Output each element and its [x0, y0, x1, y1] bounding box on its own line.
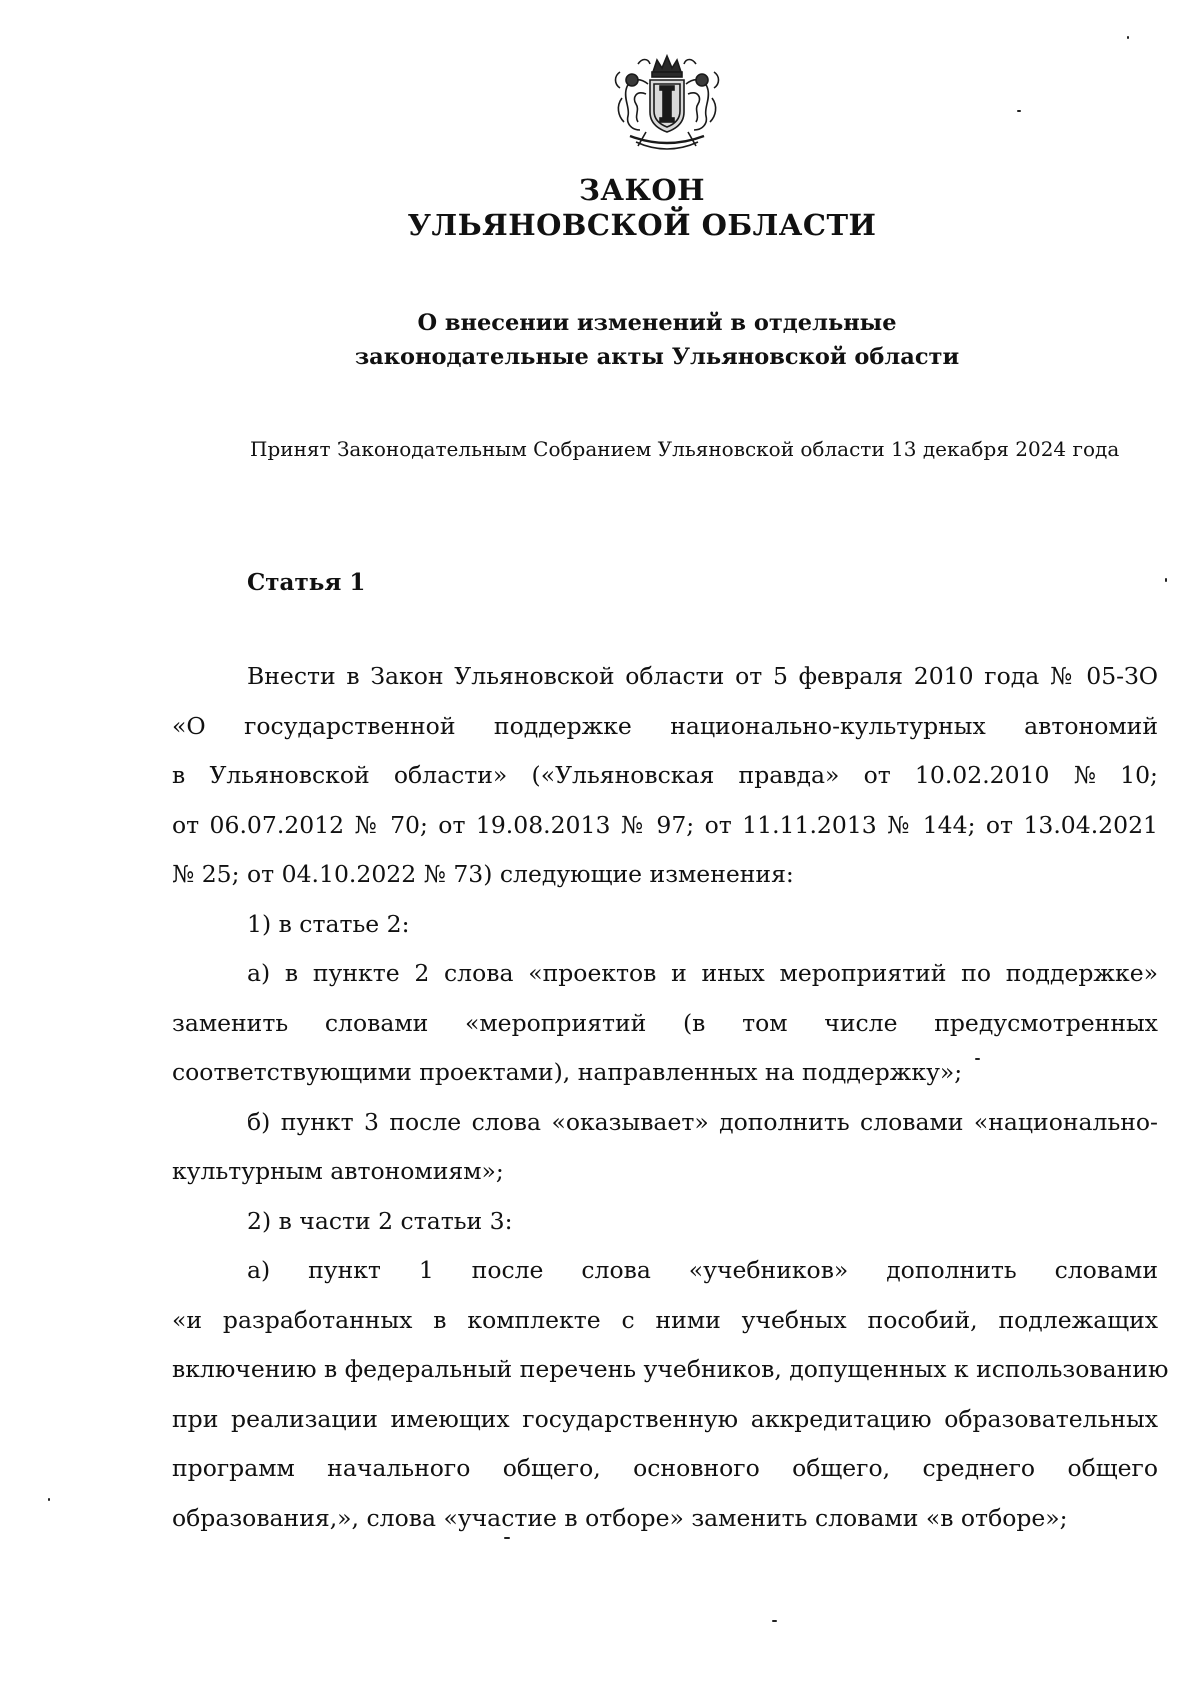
item-1a-line-2: заменить словами «мероприятий (в том числе предусмотренных	[172, 1008, 1158, 1037]
scan-speck	[1165, 578, 1167, 582]
scan-speck	[772, 1620, 777, 1622]
item-2a-line-3: включению в федеральный перечень учебников, допущенных к использованию	[172, 1355, 1169, 1383]
law-title-line2: УЛЬЯНОВСКОЙ ОБЛАСТИ	[407, 208, 877, 242]
item-1: 1) в статье 2:	[247, 909, 410, 938]
item-1a-line-3: соответствующими проектами), направленных на поддержку»;	[172, 1058, 963, 1086]
item-2a-paragraph	[172, 1246, 1169, 1543]
scan-speck	[1017, 110, 1021, 112]
adoption-statement: Принят Законодательным Собранием Ульяновской области 13 декабря 2024 года	[250, 437, 1120, 461]
law-subject-line2: законодательные акты Ульяновской области	[354, 344, 960, 370]
item-1b-paragraph	[172, 1098, 1158, 1197]
item-1a-line-1: а) в пункте 2 слова «проектов и иных мероприятий по поддержке»	[247, 959, 1158, 987]
scan-speck	[1127, 36, 1129, 39]
law-subject-line1: О внесении изменений в отдельные	[417, 310, 897, 336]
item-2a-line-1: а) пункт 1 после слова «учебников» дополнить словами	[247, 1256, 1158, 1284]
intro-paragraph	[172, 652, 1158, 900]
article-body	[172, 652, 1169, 1543]
law-title-line1: ЗАКОН	[578, 173, 706, 207]
item-2: 2) в части 2 статьи 3:	[247, 1206, 513, 1235]
intro-line-1: Внести в Закон Ульяновской области от 5 февраля 2010 года № 05-ЗО	[247, 662, 1158, 690]
item-2a-line-5: программ начального общего, основного общего, среднего общего	[172, 1454, 1158, 1482]
intro-line-3: в Ульяновской области» («Ульяновская правда» от 10.02.2010 № 10;	[172, 761, 1158, 789]
intro-line-2: «О государственной поддержке национально-культурных автономий	[172, 711, 1158, 740]
item-2a-line-2: «и разработанных в комплекте с ними учебных пособий, подлежащих	[172, 1305, 1158, 1334]
item-2a-line-6: образования,», слова «участие в отборе» заменить словами «в отборе»;	[172, 1503, 1068, 1532]
scan-speck	[975, 1058, 980, 1060]
item-1b-line-1: б) пункт 3 после слова «оказывает» дополнить словами «национально-	[247, 1107, 1158, 1136]
item-2a-line-4: при реализации имеющих государственную аккредитацию образовательных	[172, 1404, 1158, 1433]
scan-speck	[48, 1498, 50, 1501]
item-1a-paragraph	[172, 949, 1158, 1098]
intro-line-5: № 25; от 04.10.2022 № 73) следующие изменения:	[172, 860, 794, 888]
article-heading: Статья 1	[247, 569, 366, 596]
coat-of-arms-emblem	[608, 50, 726, 160]
intro-line-4: от 06.07.2012 № 70; от 19.08.2013 № 97; от 11.11.2013 № 144; от 13.04.2021	[172, 810, 1158, 839]
scan-speck	[504, 1537, 510, 1539]
item-1b-line-2: культурным автономиям»;	[172, 1157, 504, 1185]
